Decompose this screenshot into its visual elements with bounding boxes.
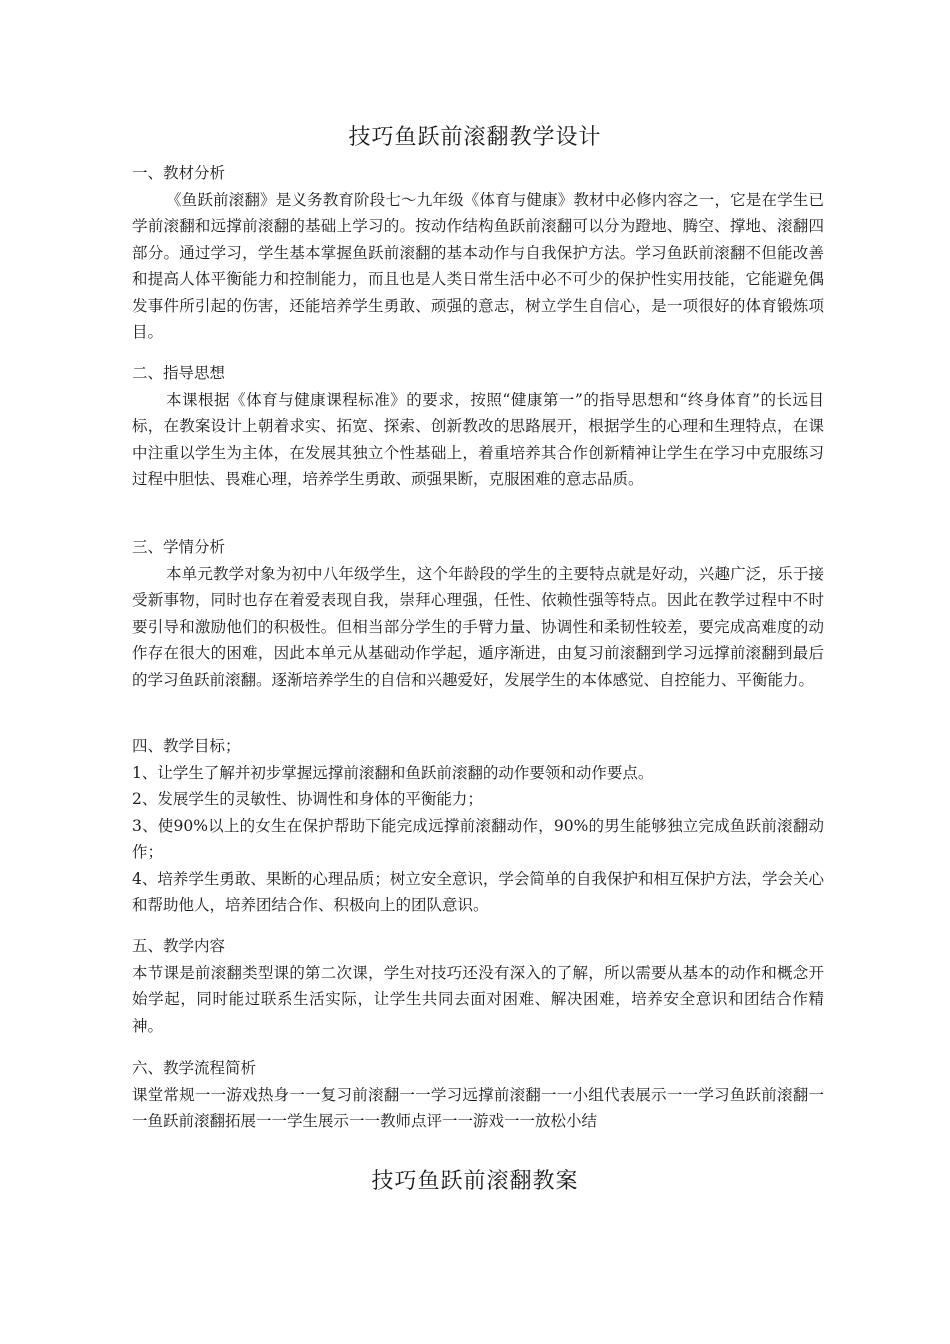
section-heading: 五、教学内容 <box>132 937 226 955</box>
section-textbook-analysis <box>132 160 824 346</box>
section-body: 《鱼跃前滚翻》是义务教育阶段七～九年级《体育与健康》教材中必修内容之一，它是在学生已学前滚翻和远撑前滚翻的基础上学习的。按动作结构鱼跃前滚翻可以分为蹬地、腾空、撑地、滚翻四部分。通过学习，学生基本掌握鱼跃前滚翻的基本动作与自我保护方法。学习鱼跃前滚翻不但能改善和提高人体平衡能力和控制能力，而且也是人类日常生活中必不可少的保护性实用技能，它能避免偶发事件所引起的伤害，还能培养学生勇敢、顽强的意志，树立学生自信心，是一项很好的体育锻炼项目。 <box>132 190 824 341</box>
section-body: 课堂常规一一游戏热身一一复习前滚翻一一学习远撑前滚翻一一小组代表展示一一学习鱼跃前滚翻一一鱼跃前滚翻拓展一一学生展示一一教师点评一一游戏一一放松小结 <box>132 1085 824 1130</box>
section-heading: 三、学情分析 <box>132 538 226 556</box>
section-heading: 二、指导思想 <box>132 364 226 382</box>
section-teaching-content <box>132 933 824 1039</box>
section-body: 本单元教学对象为初中八年级学生，这个年龄段的学生的主要特点就是好动，兴趣广泛，乐于接受新事物，同时也存在着爱表现自我，崇拜心理强，任性、依赖性强等特点。因此在教学过程中不时要引导和激励他们的积极性。但相当部分学生的手臂力量、协调性和柔韧性较差，要完成高难度的动作存在很大的困难，因此本单元从基础动作学起，遁序渐进，由复习前滚翻到学习远撑前滚翻到最后的学习鱼跃前滚翻。逐渐培养学生的自信和兴趣爱好，发展学生的本体感觉、自控能力、平衡能力。 <box>132 564 824 689</box>
section-heading: 四、教学目标； <box>132 737 241 755</box>
section-heading: 一、教材分析 <box>132 164 226 182</box>
section-guiding-ideology <box>132 360 824 493</box>
section-body: 本节课是前滚翻类型课的第二次课，学生对技巧还没有深入的了解，所以需要从基本的动作和概念开始学起，同时能过联系生活实际，让学生共同去面对困难、解决困难，培养安全意识和团结合作精神。 <box>132 963 824 1035</box>
objective-item: 3、使90%以上的女生在保护帮助下能完成远撑前滚翻动作，90%的男生能够独立完成鱼跃前滚翻动作； <box>132 816 824 861</box>
section-student-analysis <box>132 534 824 693</box>
objective-item: 2、发展学生的灵敏性、协调性和身体的平衡能力； <box>132 790 483 808</box>
objective-item: 1、让学生了解并初步掌握远撑前滚翻和鱼跃前滚翻的动作要领和动作要点。 <box>132 763 654 782</box>
section-teaching-flow <box>132 1055 824 1135</box>
objective-item: 4、培养学生勇敢、果断的心理品质；树立安全意识，学会简单的自我保护和相互保护方法，学会关心和帮助他人，培养团结合作、积极向上的团队意识。 <box>132 869 824 914</box>
section-heading: 六、教学流程简析 <box>132 1059 257 1077</box>
section-body: 本课根据《体育与健康课程标准》的要求，按照“健康第一”的指导思想和“终身体育”的长远目标，在教案设计上朝着求实、拓宽、探索、创新教改的思路展开，根据学生的心理和生理特点，在课中注重以学生为主体，在发展其独立个性基础上，着重培养其合作创新精神让学生在学习中克服练习过程中胆怯、畏难心理，培养学生勇敢、顽强果断，克服困难的意志品质。 <box>132 390 824 488</box>
document-title: 技巧鱼跃前滚翻教学设计 <box>348 125 602 150</box>
section-teaching-objectives <box>132 733 824 919</box>
lesson-plan-title: 技巧鱼跃前滚翻教案 <box>371 1169 579 1194</box>
